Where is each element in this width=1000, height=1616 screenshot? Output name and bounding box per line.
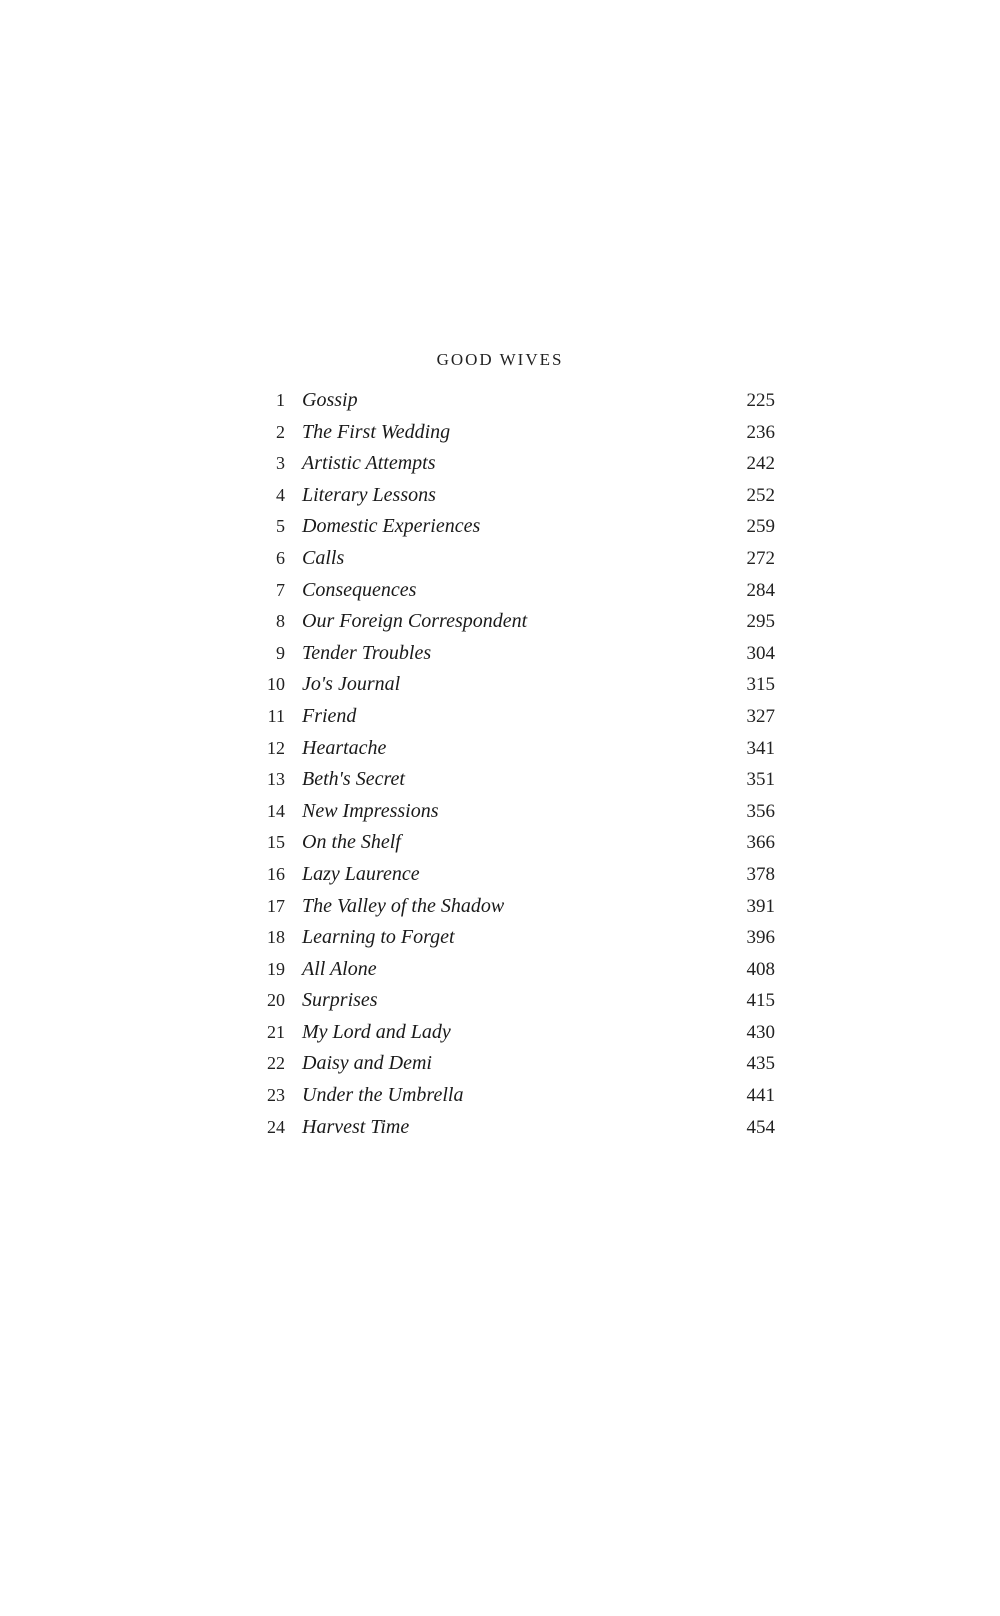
page-number: 295 [746,611,775,633]
chapter-title: The Valley of the Shadow [302,894,505,917]
chapter-title: New Impressions [302,799,439,822]
table-of-contents [255,385,775,1143]
toc-entry [255,669,775,701]
chapter-number: 9 [276,642,285,663]
chapter-number: 16 [267,863,285,884]
chapter-title: Daisy and Demi [302,1052,432,1075]
chapter-number: 1 [276,390,285,410]
chapter-number: 7 [276,579,285,600]
chapter-number: 15 [267,832,285,853]
chapter-number: 8 [276,611,285,632]
chapter-number: 4 [276,484,285,505]
chapter-number: 2 [276,421,285,442]
toc-entry [255,1080,775,1112]
chapter-number: 5 [276,516,285,537]
chapter-number: 22 [267,1053,285,1074]
toc-entry [255,417,775,449]
page-number: 225 [746,390,775,411]
page-number: 391 [746,895,775,917]
chapter-title: All Alone [302,957,377,980]
toc-entry [255,606,775,638]
toc-entry [255,511,775,543]
toc-entry [255,385,775,417]
page-number: 304 [746,642,775,664]
chapter-title: Jo's Journal [302,673,401,696]
toc-entry [255,543,775,575]
chapter-number: 23 [267,1085,285,1106]
chapter-title: On the Shelf [302,831,401,854]
section-title: GOOD WIVES [436,350,564,369]
chapter-title: Beth's Secret [302,768,405,791]
page-number: 408 [746,958,775,980]
toc-entry [255,1048,775,1080]
toc-entry [255,448,775,480]
page-number: 341 [746,737,775,759]
toc-entry [255,764,775,796]
page-number: 315 [746,674,775,696]
chapter-title: Gossip [302,389,358,411]
toc-entry [255,701,775,733]
page-number: 378 [746,863,775,885]
chapter-title: Friend [302,704,357,727]
page-number: 441 [746,1085,775,1107]
chapter-title: Consequences [302,578,417,601]
chapter-title: Learning to Forget [302,926,455,949]
toc-entry [255,480,775,512]
page-number: 242 [746,453,775,475]
chapter-number: 21 [267,1021,285,1042]
page-number: 252 [746,484,775,506]
page-number: 430 [746,1021,775,1043]
page-number: 356 [746,800,775,822]
page-number: 259 [746,516,775,538]
chapter-title: Artistic Attempts [302,452,436,475]
page-number: 435 [746,1053,775,1075]
page-number: 454 [746,1116,775,1138]
chapter-title: Tender Troubles [302,641,432,664]
chapter-number: 24 [267,1116,285,1137]
page-number: 415 [746,990,775,1012]
chapter-title: Domestic Experiences [302,515,481,538]
toc-entry [255,922,775,954]
chapter-number: 14 [267,800,285,821]
chapter-number: 19 [267,958,285,979]
chapter-number: 13 [267,769,285,790]
toc-entry [255,827,775,859]
chapter-number: 18 [267,927,285,948]
chapter-title: Under the Umbrella [302,1084,464,1107]
toc-entry [255,1112,775,1144]
page-number: 396 [746,927,775,949]
page-number: 327 [746,705,775,727]
page-number: 284 [746,579,775,601]
chapter-title: The First Wedding [302,420,451,443]
toc-entry [255,1017,775,1049]
page-number: 236 [746,421,775,443]
page-number: 272 [746,547,775,569]
toc-entry [255,891,775,923]
chapter-title: My Lord and Lady [302,1020,451,1043]
chapter-title: Surprises [302,989,378,1012]
chapter-title: Literary Lessons [302,483,436,506]
toc-entry [255,733,775,765]
toc-entry [255,859,775,891]
chapter-number: 11 [267,705,285,726]
toc-entry [255,985,775,1017]
chapter-title: Harvest Time [302,1115,410,1138]
chapter-number: 20 [267,990,285,1011]
chapter-title: Calls [302,546,345,569]
toc-entry [255,638,775,670]
chapter-number: 3 [276,453,285,474]
page-number: 366 [746,832,775,854]
toc-entry [255,796,775,828]
chapter-number: 12 [267,737,285,758]
toc-entry [255,954,775,986]
toc-entry [255,575,775,607]
chapter-number: 6 [276,547,285,568]
chapter-title: Our Foreign Correspondent [302,610,528,633]
page-number: 351 [746,769,775,791]
chapter-title: Heartache [302,736,387,759]
chapter-number: 17 [267,895,285,916]
chapter-title: Lazy Laurence [302,862,420,885]
chapter-number: 10 [267,674,285,695]
